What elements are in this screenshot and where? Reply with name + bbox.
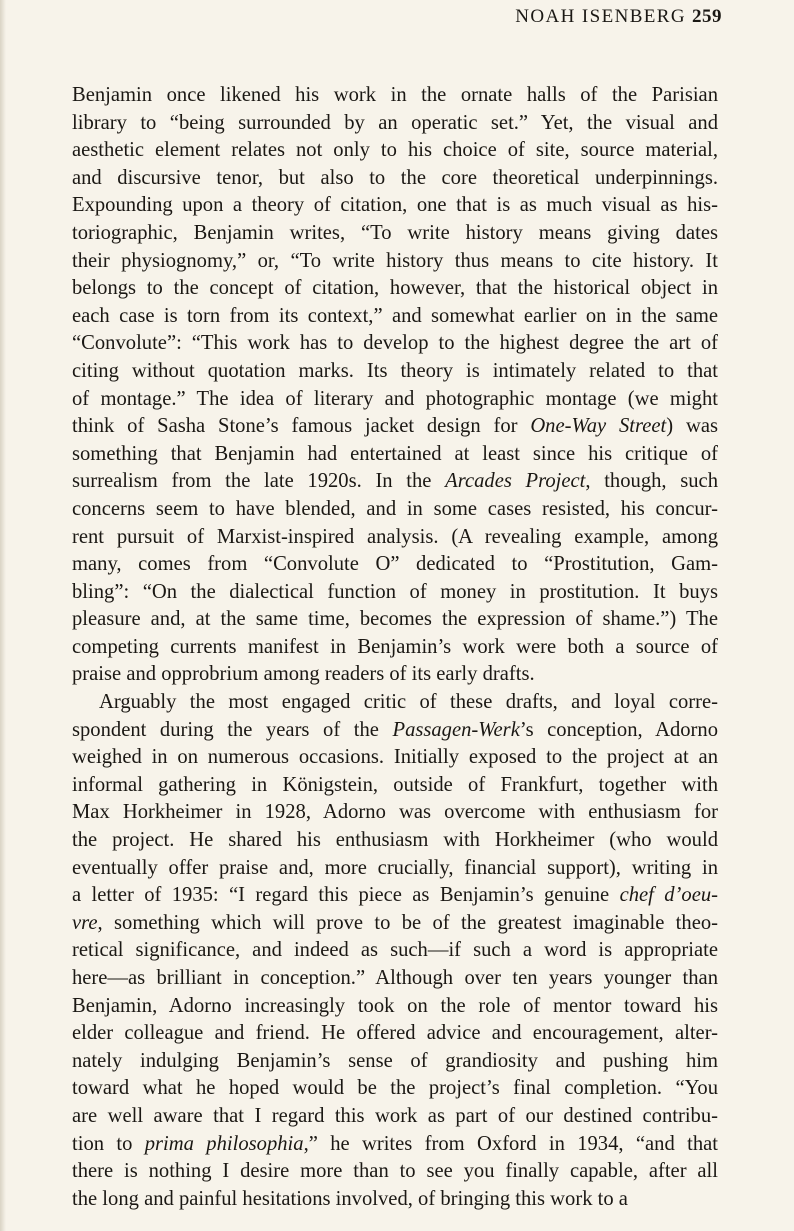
text-segment: weighed in on numerous occasions. Initially exposed to the project at an	[72, 746, 718, 769]
text-segment: the long and painful hesitations involved, of bringing this work to a	[72, 1187, 628, 1210]
text-line	[72, 110, 718, 138]
text-line	[72, 330, 718, 358]
text-line	[72, 1131, 718, 1159]
text-line	[72, 1103, 718, 1131]
text-line	[72, 993, 718, 1021]
text-line	[72, 192, 718, 220]
text-segment: the project. He shared his enthusiasm with Horkheimer (who would	[72, 829, 718, 852]
paragraph	[72, 689, 718, 1213]
text-segment: pleasure and, at the same time, becomes the expression of shame.”) The	[72, 608, 718, 631]
text-segment: their physiognomy,” or, “To write history thus means to cite history. It	[72, 249, 718, 272]
text-segment: concerns seem to have blended, and in some cases resisted, his concur-	[72, 497, 718, 520]
running-head	[515, 6, 722, 28]
text-segment: tion to	[72, 1132, 145, 1155]
text-segment: rent pursuit of Marxist-inspired analysis. (A revealing example, among	[72, 525, 718, 548]
running-head-author: NOAH ISENBERG	[515, 6, 686, 27]
text-line	[72, 82, 718, 110]
text-line	[72, 937, 718, 965]
text-line	[72, 910, 718, 938]
text-segment: are well aware that I regard this work as part of our destined contribu-	[72, 1104, 718, 1127]
text-segment: toriographic, Benjamin writes, “To write history means giving dates	[72, 221, 718, 244]
text-segment: Benjamin, Adorno increasingly took on the role of mentor toward his	[72, 994, 718, 1017]
text-line	[72, 689, 718, 717]
text-segment: a letter of 1935: “I regard this piece as Benjamin’s genuine	[72, 884, 620, 907]
text-segment: nately indulging Benjamin’s sense of grandiosity and pushing him	[72, 1049, 718, 1072]
text-line	[72, 855, 718, 883]
text-line	[72, 1158, 718, 1186]
text-segment: each case is torn from its context,” and somewhat earlier on in the same	[72, 304, 718, 327]
italic-text: One-Way Street	[530, 415, 667, 438]
text-line	[72, 717, 718, 745]
text-line	[72, 441, 718, 469]
text-line	[72, 358, 718, 386]
text-segment: and discursive tenor, but also to the core theoretical underpinnings.	[72, 166, 718, 189]
text-segment: library to “being surrounded by an operatic set.” Yet, the visual and	[72, 111, 718, 134]
body-text	[72, 82, 718, 1213]
text-segment: spondent during the years of the	[72, 718, 393, 741]
text-line	[72, 772, 718, 800]
text-line	[72, 386, 718, 414]
text-segment: of montage.” The idea of literary and photographic montage (we might	[72, 387, 718, 410]
text-line	[72, 551, 718, 579]
text-segment: citing without quotation marks. Its theory is intimately related to that	[72, 359, 718, 382]
text-line	[72, 275, 718, 303]
text-line	[72, 661, 718, 689]
text-line	[72, 882, 718, 910]
text-segment: something that Benjamin had entertained at least since his critique of	[72, 442, 718, 465]
page-edge	[0, 0, 6, 1231]
text-segment: belongs to the concept of citation, however, that the historical object in	[72, 277, 718, 300]
text-segment: , though, such	[585, 470, 718, 493]
text-line	[72, 744, 718, 772]
text-segment: think of Sasha Stone’s famous jacket design for	[72, 415, 531, 438]
text-segment: praise and opprobrium among readers of its early drafts.	[72, 663, 535, 686]
text-segment: aesthetic element relates not only to his choice of site, source material,	[72, 139, 718, 162]
text-line	[72, 799, 718, 827]
text-segment: there is nothing I desire more than to see you finally capable, after all	[72, 1160, 718, 1183]
italic-text: Passagen-Werk	[392, 718, 520, 741]
text-segment: many, comes from “Convolute O” dedicated to “Prostitution, Gam-	[72, 553, 718, 576]
text-segment: elder colleague and friend. He offered advice and encouragement, alter-	[72, 1022, 718, 1045]
text-segment: here—as brilliant in conception.” Although over ten years younger than	[72, 967, 718, 989]
text-segment: , something which will prove to be of the greatest imaginable theo-	[97, 911, 718, 934]
text-segment: ,” he writes from Oxford in 1934, “and that	[303, 1132, 718, 1155]
text-line	[72, 303, 718, 331]
text-line	[72, 1186, 718, 1214]
text-segment: competing currents manifest in Benjamin’s work were both a source of	[72, 635, 718, 658]
text-segment: “Convolute”: “This work has to develop to the highest degree the art of	[72, 332, 718, 355]
text-line	[72, 965, 718, 993]
text-line	[72, 1048, 718, 1076]
text-segment: ’s conception, Adorno	[519, 718, 718, 741]
text-line	[72, 579, 718, 607]
text-line	[72, 634, 718, 662]
text-segment: Arguably the most engaged critic of these drafts, and loyal corre-	[99, 691, 718, 714]
text-segment: retical significance, and indeed as such—if such a word is appropriate	[72, 939, 718, 962]
text-segment: eventually offer praise and, more crucially, financial support), writing in	[72, 856, 718, 879]
text-line	[72, 220, 718, 248]
text-line	[72, 1020, 718, 1048]
text-line	[72, 1075, 718, 1103]
text-segment: toward what he hoped would be the project’s final completion. “You	[72, 1077, 718, 1100]
text-line	[72, 248, 718, 276]
paragraph	[72, 82, 718, 689]
text-line	[72, 468, 718, 496]
text-segment: ) was	[666, 415, 718, 438]
italic-text: Arcades Project	[445, 470, 586, 493]
text-segment: surrealism from the late 1920s. In the	[72, 470, 446, 493]
text-line	[72, 827, 718, 855]
text-line	[72, 413, 718, 441]
text-segment: Benjamin once likened his work in the ornate halls of the Parisian	[72, 84, 718, 106]
text-line	[72, 524, 718, 552]
text-segment: bling”: “On the dialectical function of money in prostitution. It buys	[72, 580, 718, 603]
text-line	[72, 137, 718, 165]
page-number: 259	[692, 6, 722, 27]
italic-text: chef d’oeu-	[619, 884, 718, 907]
text-line	[72, 606, 718, 634]
italic-text: vre	[72, 911, 98, 934]
text-segment: Max Horkheimer in 1928, Adorno was overcome with enthusiasm for	[72, 801, 718, 824]
text-line	[72, 165, 718, 193]
text-segment: Expounding upon a theory of citation, one that is as much visual as his-	[72, 194, 718, 217]
italic-text: prima philosophia	[144, 1132, 304, 1155]
text-line	[72, 496, 718, 524]
text-segment: informal gathering in Königstein, outside of Frankfurt, together with	[72, 773, 718, 796]
